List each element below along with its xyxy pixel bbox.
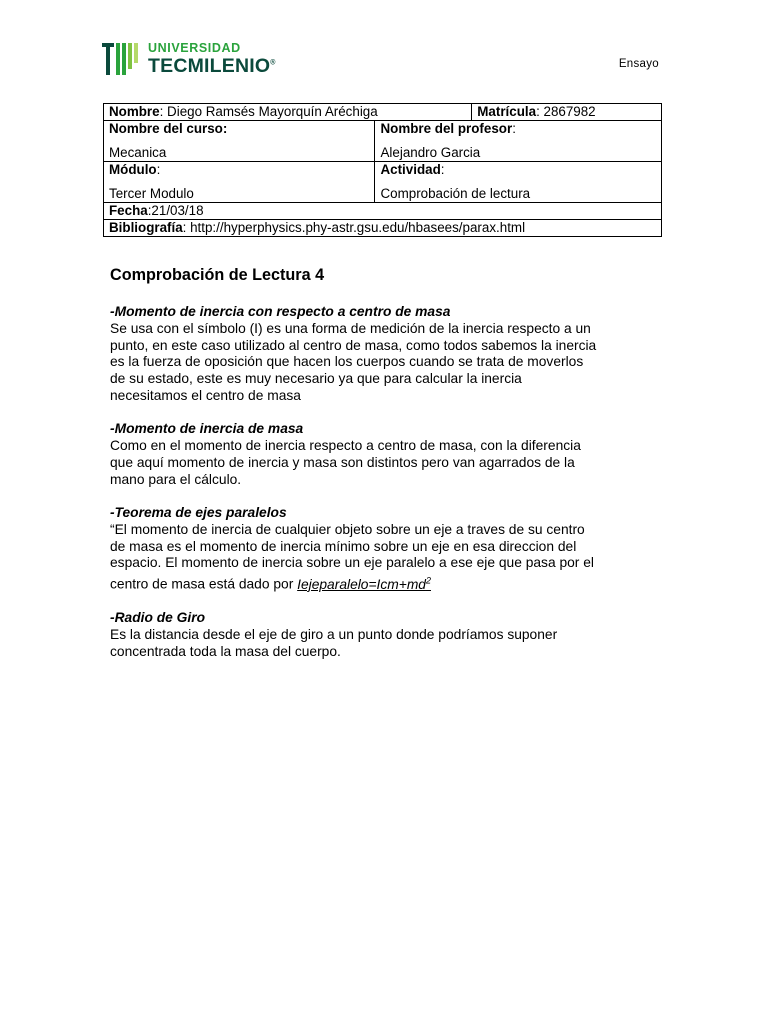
paragraph-line: Como en el momento de inercia respecto a centro de masa, con la diferencia: [110, 438, 581, 454]
university-logo: [100, 36, 290, 82]
paragraph-line: es la fuerza de oposición que hacen los cuerpos cuando se trata de moverlos: [110, 354, 584, 370]
table-row: [104, 104, 662, 121]
modulo-cell: Módulo: Tercer Modulo: [104, 162, 375, 203]
paragraph-line: mano para el cálculo.: [110, 471, 242, 487]
document-type: Ensayo: [618, 58, 659, 70]
paragraph-line: de masa es el momento de inercia mínimo sobre un eje en esa direccion del: [110, 538, 577, 554]
table-row: [104, 162, 662, 203]
nombre-cell: [104, 104, 472, 121]
section-title: -Momento de inercia con respecto a centro de masa: [110, 304, 451, 319]
actividad-cell: Actividad: Comprobación de lectura: [375, 162, 662, 203]
bibliografia-cell: [104, 220, 662, 237]
profesor-label: Nombre del profesor: [380, 121, 513, 136]
section-ejes-paralelos: [110, 505, 670, 594]
matricula-cell: [472, 104, 662, 121]
parallel-axis-formula: $Iejeparalelo=Icm+md^2$: [297, 575, 431, 592]
profesor-value: Alejandro Garcia: [380, 145, 481, 160]
actividad-value: Comprobación de lectura: [380, 186, 531, 201]
paragraph-line: punto, en este caso utilizado al centro de masa, como todos sabemos la inercia: [110, 337, 597, 353]
curso-label: Nombre del curso:: [109, 121, 228, 136]
student-info-table: [103, 103, 662, 237]
section-title: -Teorema de ejes paralelos: [110, 504, 287, 520]
curso-cell: [104, 121, 375, 162]
paragraph-line: Se usa con el símbolo (I) es una forma de medición de la inercia respecto a un: [110, 320, 591, 336]
curso-value: Mecanica: [109, 145, 167, 160]
paragraph-line: “El momento de inercia de cualquier objeto sobre un eje a traves de su centro: [110, 521, 585, 537]
tecmilenio-logo-icon: [100, 39, 144, 79]
matricula-value: : 2867982: [536, 104, 596, 119]
essay-content: [110, 265, 670, 677]
fecha-value: :21/03/18: [147, 203, 204, 218]
profesor-cell: Nombre del profesor: Alejandro Garcia: [375, 121, 662, 162]
paragraph-line: concentrada toda la masa del cuerpo.: [110, 643, 341, 659]
bibliografia-value: : http://hyperphysics.phy-astr.gsu.edu/hbasees/parax.html: [182, 220, 526, 235]
fecha-cell: [104, 203, 662, 220]
logo-line-universidad: UNIVERSIDAD: [148, 41, 241, 55]
bibliografia-label: Bibliografía: [109, 220, 183, 235]
matricula-label: Matrícula: [477, 104, 537, 119]
section-title: -Momento de inercia de masa: [110, 421, 304, 437]
table-row: [104, 203, 662, 220]
fecha-label: Fecha: [109, 203, 148, 218]
logo-line-tecmilenio: TECMILENIO®: [148, 54, 276, 77]
nombre-value: : Diego Ramsés Mayorquín Aréchiga: [159, 104, 378, 119]
paragraph-line: necesitamos el centro de masa: [110, 387, 301, 403]
page-title: Comprobación de Lectura 4: [110, 266, 325, 284]
modulo-label: Módulo: [109, 162, 157, 177]
table-row: [104, 121, 662, 162]
section-momento-centro-masa: [110, 304, 670, 405]
actividad-label: Actividad: [380, 162, 441, 177]
paragraph-line: Es la distancia desde el eje de giro a un punto donde podríamos suponer: [110, 626, 558, 642]
paragraph-line: espacio. El momento de inercia sobre un eje paralelo a ese eje que pasa por el: [110, 555, 594, 571]
paragraph-line: que aquí momento de inercia y masa son distintos pero van agarrados de la: [110, 454, 575, 470]
section-radio-giro: [110, 610, 670, 660]
paragraph-line: de su estado, este es muy necesario ya que para calcular la inercia: [110, 371, 522, 387]
section-title: -Radio de Giro: [110, 610, 206, 626]
section-momento-masa: [110, 421, 670, 488]
nombre-label: Nombre: [109, 104, 160, 119]
modulo-value: Tercer Modulo: [109, 186, 194, 201]
table-row: [104, 220, 662, 237]
paragraph-line: centro de masa está dado por $Iejeparalelo=Icm+md^2$: [110, 575, 431, 592]
